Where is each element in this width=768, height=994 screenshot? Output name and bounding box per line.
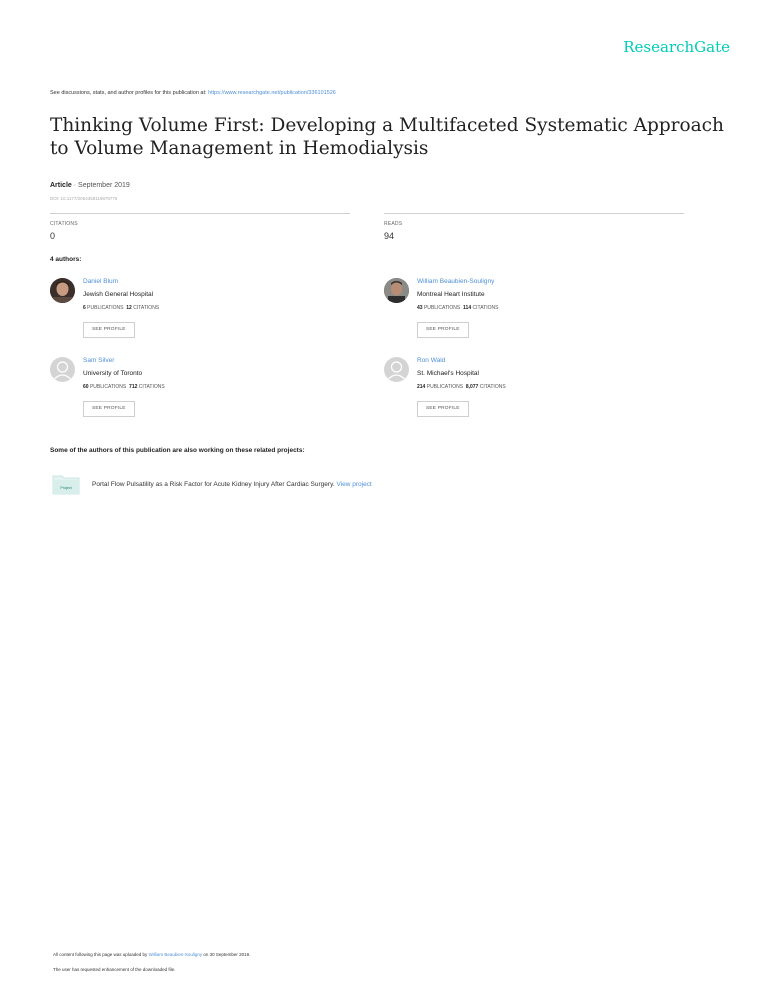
enhancement-note: The user has requested enhancement of the downloaded file. — [53, 967, 176, 972]
author-stats — [417, 384, 506, 390]
reads-value: 94 — [384, 231, 395, 241]
author-stats — [417, 305, 498, 311]
see-profile-button[interactable]: SEE PROFILE — [417, 322, 469, 338]
see-profile-button[interactable]: SEE PROFILE — [417, 401, 469, 417]
citations-count: 712 — [129, 384, 138, 390]
author-institution: University of Toronto — [83, 370, 143, 377]
author-avatar[interactable] — [384, 278, 409, 303]
author-stats — [83, 305, 159, 311]
author-name-link[interactable]: William Beaubien-Souligny — [417, 278, 495, 285]
uploader-link[interactable]: William Beaubien-Souligny — [148, 952, 203, 957]
citations-count: 114 — [463, 305, 472, 311]
citations-label: CITATIONS — [472, 305, 499, 311]
divider-right — [384, 213, 684, 214]
view-project-link[interactable]: View project — [336, 481, 372, 488]
project-title: Portal Flow Pulsatility as a Risk Factor for Acute Kidney Injury After Cardiac Surgery. — [92, 481, 335, 488]
author-name-link[interactable]: Daniel Blum — [83, 278, 119, 285]
see-profile-button[interactable]: SEE PROFILE — [83, 322, 135, 338]
upload-note — [53, 952, 250, 957]
discussion-prefix: See discussions, stats, and author profiles for this publication at: — [50, 90, 207, 96]
article-date: September 2019 — [78, 182, 130, 189]
authors-heading: 4 authors: — [50, 256, 82, 263]
author-avatar[interactable] — [50, 278, 75, 303]
article-type: Article — [50, 182, 72, 189]
publications-label: PUBLICATIONS — [89, 384, 127, 390]
author-card — [384, 278, 684, 348]
project-icon-label: Project — [60, 486, 72, 490]
upload-suffix: on 30 September 2019. — [203, 952, 251, 957]
reads-label: READS — [384, 221, 403, 227]
author-name-link[interactable]: Ron Wald — [417, 357, 446, 364]
citations-value: 0 — [50, 231, 56, 241]
author-card — [384, 357, 684, 427]
discussion-line — [50, 90, 336, 96]
publications-count: 6 — [83, 305, 86, 311]
author-institution: St. Michael's Hospital — [417, 370, 479, 377]
article-meta — [50, 182, 130, 189]
publications-count: 60 — [83, 384, 89, 390]
author-card — [50, 278, 350, 348]
publication-url-link[interactable]: https://www.researchgate.net/publication/336101526 — [208, 90, 336, 96]
publications-count: 43 — [417, 305, 423, 311]
publications-label: PUBLICATIONS — [426, 384, 464, 390]
meta-separator: · — [73, 182, 77, 189]
publication-title: Thinking Volume First: Developing a Multifaceted Systematic Approach to Volume Management in Hemodialysis — [50, 115, 724, 159]
citations-label: CITATIONS — [479, 384, 506, 390]
citations-count: 8,077 — [465, 384, 479, 390]
project-folder-icon — [52, 473, 80, 495]
researchgate-logo[interactable]: ResearchGate — [623, 38, 730, 56]
citations-label: CITATIONS — [50, 221, 78, 227]
publications-count: 214 — [417, 384, 426, 390]
citations-count: 12 — [126, 305, 132, 311]
article-doi: DOI: 10.1177/2054358119879776 — [50, 196, 118, 201]
related-projects-heading: Some of the authors of this publication are also working on these related projects: — [50, 447, 305, 454]
related-project — [92, 481, 372, 488]
author-name-link[interactable]: Sam Silver — [83, 357, 115, 364]
author-avatar-placeholder[interactable] — [50, 357, 75, 382]
divider-left — [50, 213, 350, 214]
see-profile-button[interactable]: SEE PROFILE — [83, 401, 135, 417]
publications-label: PUBLICATIONS — [423, 305, 461, 311]
author-stats — [83, 384, 165, 390]
author-institution: Jewish General Hospital — [83, 291, 154, 298]
upload-prefix: All content following this page was uploaded by — [53, 952, 148, 957]
publications-label: PUBLICATIONS — [87, 305, 124, 311]
author-institution: Montreal Heart Institute — [417, 291, 485, 298]
citations-label: CITATIONS — [138, 384, 165, 390]
author-card — [50, 357, 350, 427]
citations-label: CITATIONS — [133, 305, 160, 311]
author-avatar-placeholder[interactable] — [384, 357, 409, 382]
